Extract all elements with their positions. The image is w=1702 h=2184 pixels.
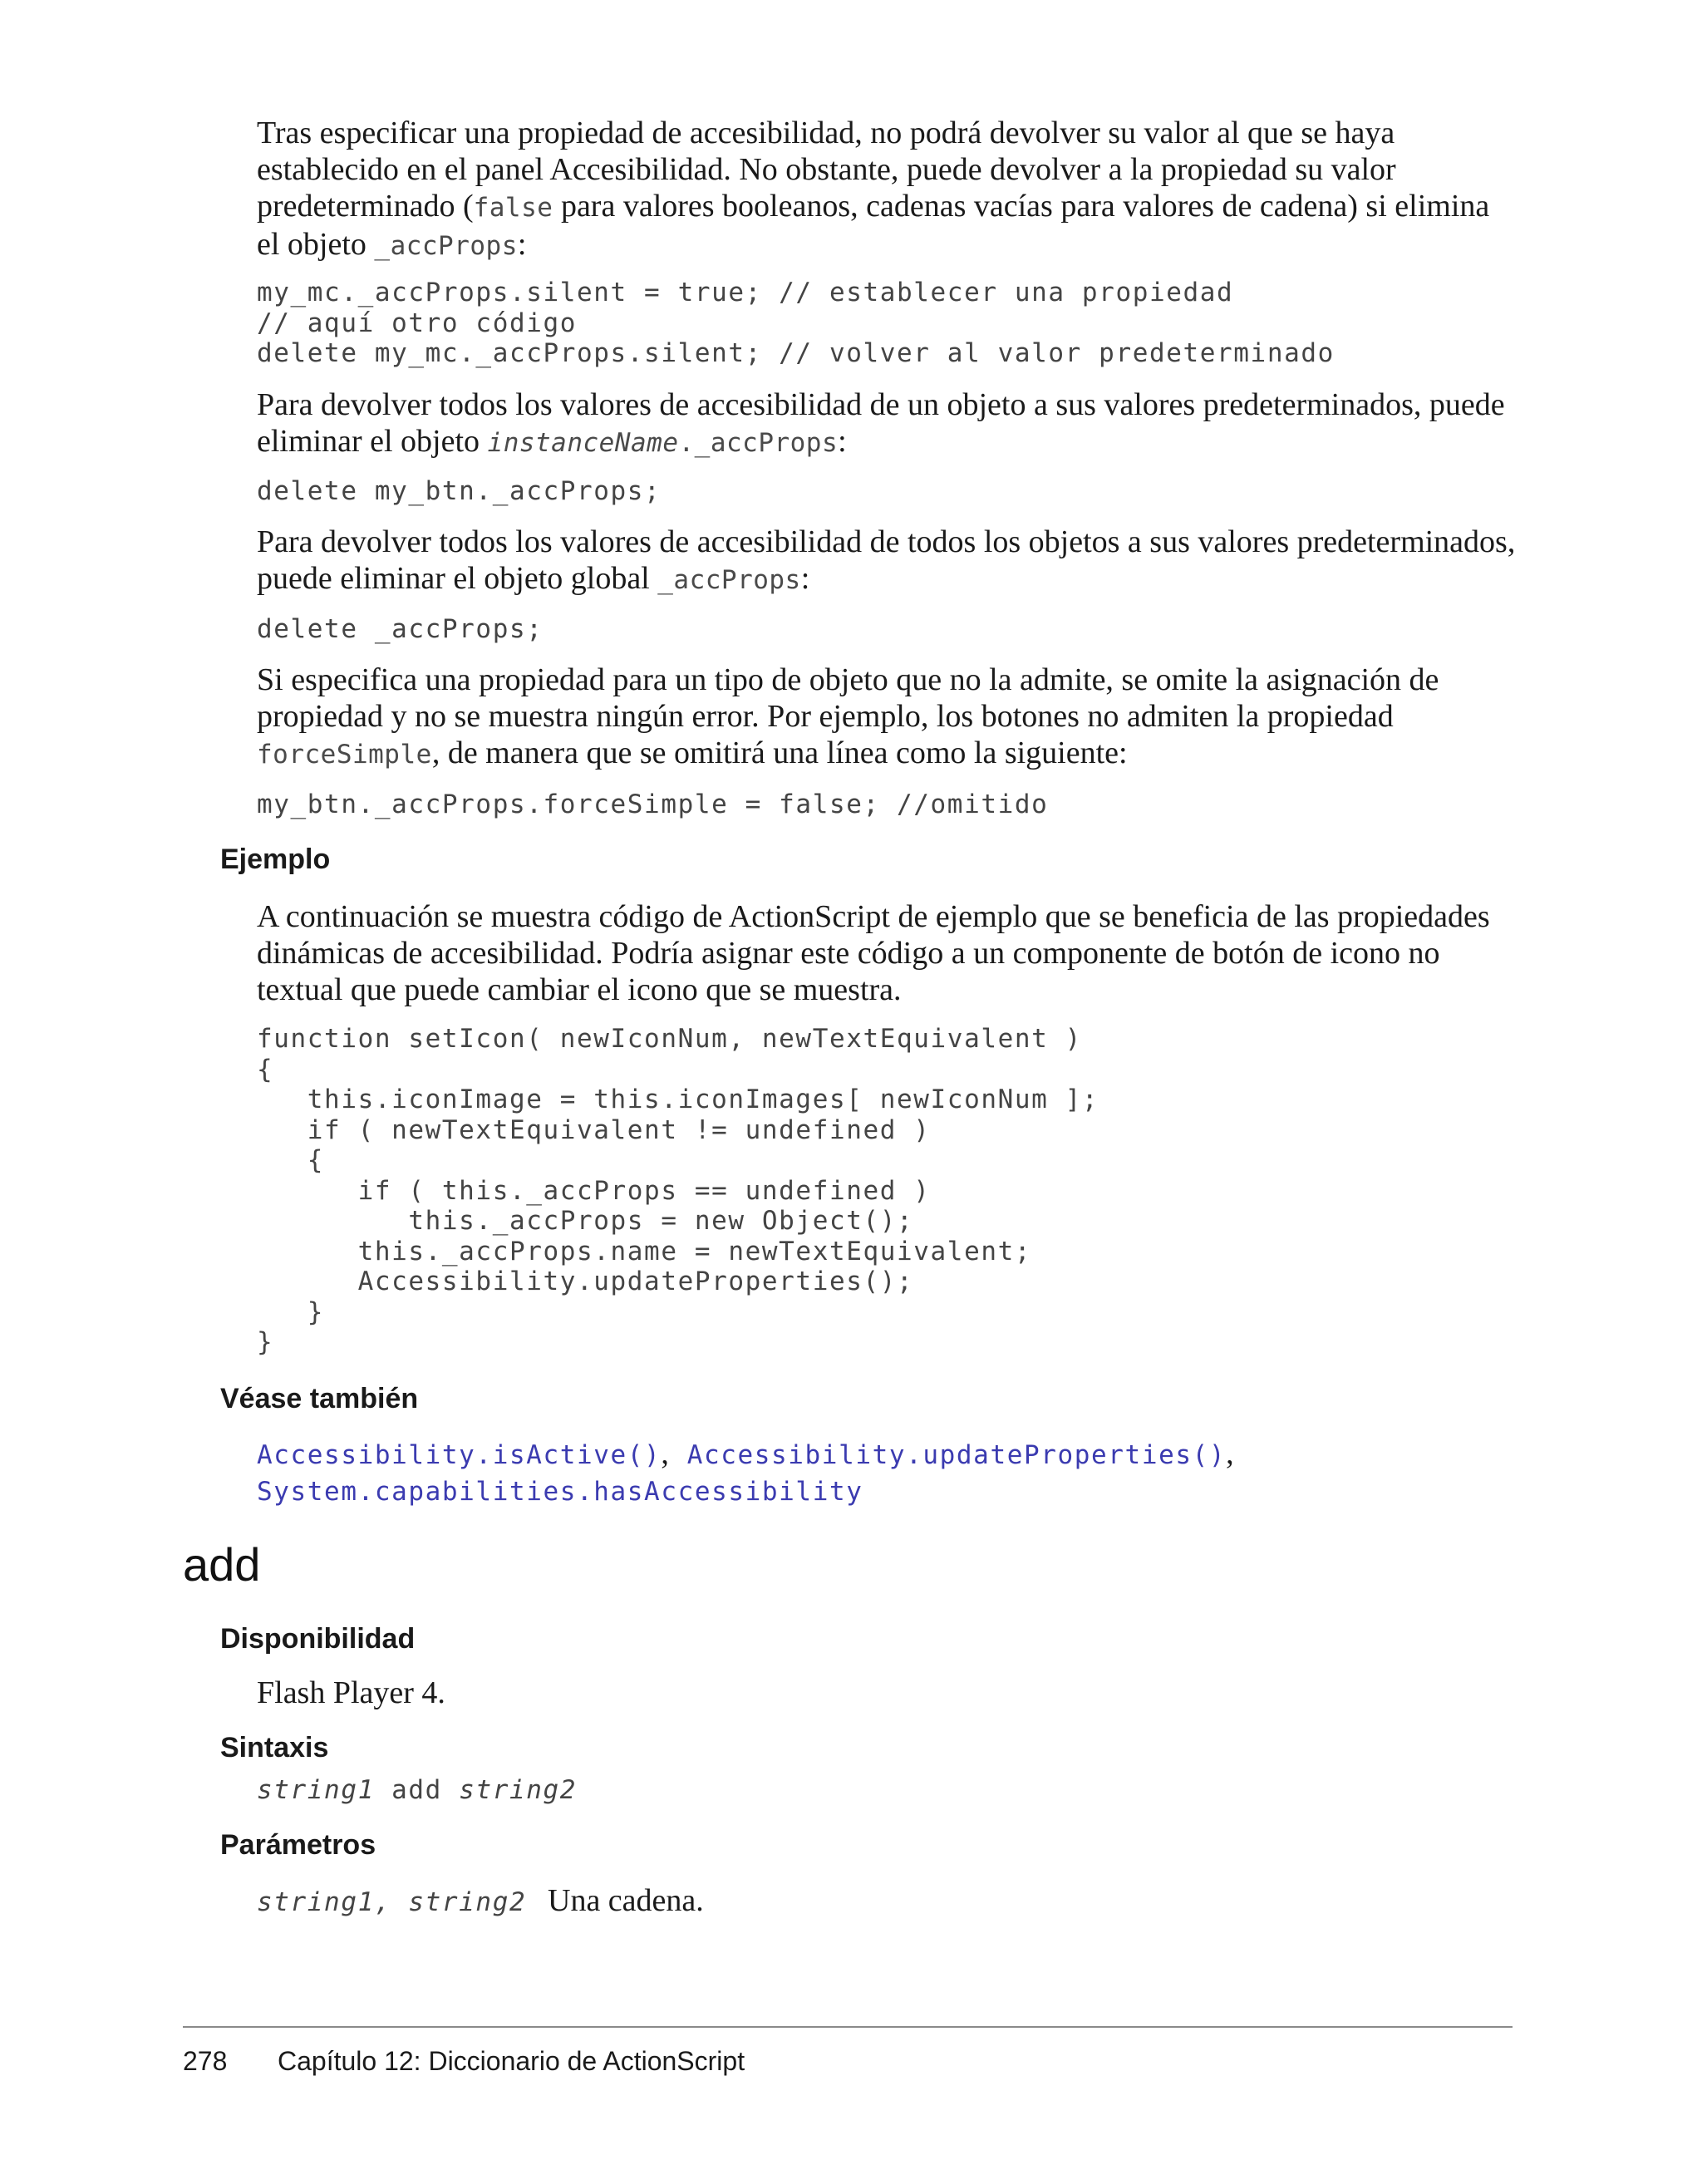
heading-syntax: Sintaxis [220,1732,329,1763]
code-block-delete-global: delete _accProps; [257,614,544,644]
heading-example: Ejemplo [220,844,331,875]
text: : [800,561,810,596]
text: : [517,227,527,262]
availability-text: Flash Player 4. [257,1675,445,1710]
page-footer [183,2046,745,2077]
heading-availability: Disponibilidad [220,1623,416,1655]
inline-code-italic: instanceName [487,428,679,458]
inline-code: false [473,193,553,223]
text: , de manera que se omitirá una línea como la siguiente: [431,735,1128,770]
page-number: 278 [183,2046,228,2076]
text: Para devolver todos los valores de accesibilidad de un objeto a sus valores predeterminados, puede eliminar el objeto [257,387,1505,459]
paragraph-reset-properties [257,115,1520,264]
inline-code: ._accProps [678,428,839,458]
syntax-line [257,1775,577,1805]
text: Para devolver todos los valores de accesibilidad de todos los objetos a sus valores predeterminados, puede eliminar el objeto global [257,524,1516,596]
heading-parameters: Parámetros [220,1829,376,1861]
link-accessibility-updateproperties[interactable]: Accessibility.updateProperties() [686,1440,1227,1470]
see-also-links [257,1435,1553,1510]
code-block-forcesimple: my_btn._accProps.forceSimple = false; //omitido [257,789,1049,819]
syntax-operator: add [374,1775,460,1805]
heading-see-also: Véase también [220,1383,419,1414]
separator: , [661,1436,671,1471]
inline-code: forceSimple [257,740,432,770]
inline-code: _accProps [374,231,518,261]
inline-code: _accProps [657,565,801,595]
entry-title: add [183,1538,261,1591]
code-block-silent: my_mc._accProps.silent = true; // establecer una propiedad // aquí otro código delete my_mc._accProps.silent; // volver al valor predeterminado [257,278,1335,368]
paragraph-reset-object [257,386,1520,461]
text: para valores booleanos, cadenas vacías para valores de cadena) si elimina el objeto [257,189,1490,262]
syntax-operand-2: string2 [459,1775,578,1805]
chapter-title: Capítulo 12: Diccionario de ActionScript [278,2046,745,2076]
paragraph-example: A continuación se muestra código de ActionScript de ejemplo que se beneficia de las propiedades dinámicas de accesibilidad. Podría asignar este código a un componente de botón de icono no textual que puede cambiar el icono que se muestra. [257,899,1490,1007]
link-accessibility-isactive[interactable]: Accessibility.isActive() [257,1440,662,1470]
parameter-row [257,1882,704,1919]
text: Tras especificar una propiedad de accesibilidad, no podrá devolver su valor al que se haya establecido en el panel Accesibilidad. No obstante, puede devolver a la propiedad su valor predeterminado ( [257,116,1396,224]
code-block-delete-btn: delete my_btn._accProps; [257,476,662,506]
paragraph-unsupported-property [257,662,1520,773]
paragraph-reset-global [257,524,1520,598]
footer-rule [183,2026,1513,2028]
text: Si especifica una propiedad para un tipo de objeto que no la admite, se omite la asignación de propiedad y no se muestra ningún error. Por ejemplo, los botones no admiten la propiedad [257,662,1439,734]
separator: , [1226,1436,1236,1471]
parameter-name: string1, string2 [257,1887,527,1917]
code-block-seticon: function setIcon( newIconNum, newTextEquivalent ) { this.iconImage = this.iconImages[ newIconNum ]; if ( newTextEquivalent != undefined ) { if ( this._accProps == undefined ) this._accProps = new Object(); this._accProps.name = newTextEquivalent; Accessibility.updateProperties(); } } [257,1024,1099,1357]
link-system-capabilities-hasaccessibility[interactable]: System.capabilities.hasAccessibility [257,1477,863,1507]
parameter-description: Una cadena. [548,1883,704,1918]
syntax-operand-1: string1 [257,1775,375,1805]
text: : [838,424,847,459]
